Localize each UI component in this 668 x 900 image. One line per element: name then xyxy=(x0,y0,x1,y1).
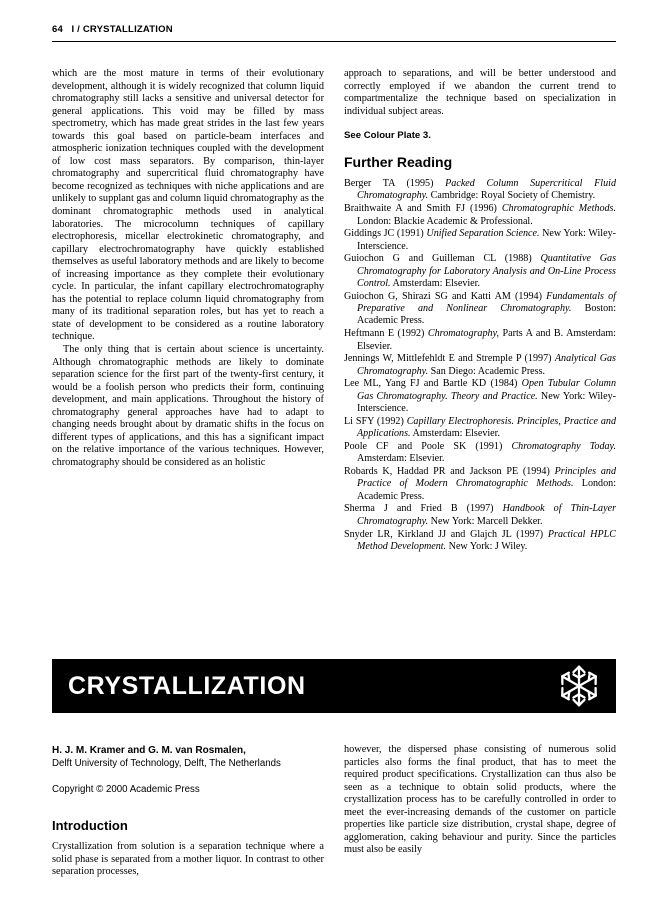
author-affiliation: Delft University of Technology, Delft, The Netherlands xyxy=(52,758,281,769)
paragraph: approach to separations, and will be better understood and correctly employed if we abandon the current trend to compartmentalize the technique based on specialization in individual subject areas. xyxy=(344,68,616,117)
left-column xyxy=(52,68,324,470)
reference-item: Lee ML, Yang FJ and Bartle KD (1984) Open Tubular Column Gas Chromatography. Theory and Practice. New York: Wiley-Interscience. xyxy=(344,378,617,415)
reference-item: Robards K, Haddad PR and Jackson PE (1994) Principles and Practice of Modern Chromatographic Methods. London: Academic Press. xyxy=(344,466,616,502)
right-column xyxy=(344,68,616,554)
page-number: 64 xyxy=(52,24,63,35)
reference-item: Giddings JC (1991) Unified Separation Science. New York: Wiley-Interscience. xyxy=(344,228,617,252)
reference-item: Braithwaite A and Smith FJ (1996) Chromatographic Methods. London: Blackie Academic & Professional. xyxy=(344,203,616,227)
paragraph: however, the dispersed phase consisting of numerous solid particles also forms the final product, that has to meet the required product specifications. Crystallization can thus also be seen as a technique to obtain solid products, where the crystallization process has to be carefully controlled in order to meet the ever-increasing demands of the customer on particle properties like particle size distribution, crystal shape, degree of agglomeration, caking behaviour and purity. Since the particles must also be easily xyxy=(344,744,616,856)
reference-item: Guiochon G and Guilleman CL (1988) Quantitative Gas Chromatography for Laboratory Analysis and On-Line Process Control. Amsterdam: Elsevier. xyxy=(344,253,617,290)
reference-item: Snyder LR, Kirkland JJ and Glajch JL (1997) Practical HPLC Method Development. New York: J Wiley. xyxy=(344,528,616,552)
reference-item: Guiochon G, Shirazi SG and Katti AM (1994) Fundamentals of Preparative and Nonlinear Chromatography. Boston: Academic Press. xyxy=(344,290,616,327)
reference-item: Li SFY (1992) Capillary Electrophoresis. Principles, Practice and Applications. Amsterdam: Elsevier. xyxy=(344,415,616,440)
introduction-left-column xyxy=(52,841,324,879)
reference-item: Berger TA (1995) Packed Column Supercritical Fluid Chromatography. Cambridge: Royal Society of Chemistry. xyxy=(344,178,617,202)
reference-item: Poole CF and Poole SK (1991) Chromatography Today. Amsterdam: Elsevier. xyxy=(344,440,616,465)
running-head-title: I / CRYSTALLIZATION xyxy=(71,24,173,35)
snowflake-icon xyxy=(556,663,602,709)
copyright-line: Copyright © 2000 Academic Press xyxy=(52,784,200,795)
reference-item: Sherma J and Fried B (1997) Handbook of Thin-Layer Chromatography. New York: Marcell Dekker. xyxy=(344,503,616,527)
article-authors xyxy=(52,744,324,796)
running-head xyxy=(52,24,616,35)
introduction-heading: Introduction xyxy=(52,818,128,833)
paragraph: which are the most mature in terms of their evolutionary development, although it is widely recognized that column liquid chromatography still lacks a sensitive and universal detector for general applications. This void may be filled by mass spectrometry, which has made great strides in the last few years towards this goal based on particle-beam interfaces and atmospheric ionization techniques coupled with the development of low cost mass separators. By comparison, thin-layer chromatography and supercritical fluid chromatography have become recognized as techniques with niche applications and are unlikely to supplant gas and column liquid chromatography as the dominant chromatographic methods used in analytical laboratories. The microcolumn techniques of capillary electrophoresis, micellar electrokinetic chromatography, and capillary electrochromatography have quickly established themselves as useful laboratory methods and are likely to become of increasing importance as they complete their evolutionary cycle. In particular, the infant capillary electrochromatography has the potential to replace column liquid chromatography from many of its traditional separation roles, but has yet to reach a state of development to be considered as a routine laboratory technique. xyxy=(52,68,324,343)
reference-item: Heftmann E (1992) Chromatography, Parts A and B. Amsterdam: Elsevier. xyxy=(344,328,616,352)
see-colour-plate-note: See Colour Plate 3. xyxy=(344,130,431,142)
reference-item: Jennings W, Mittlefehldt E and Stremple P (1997) Analytical Gas Chromatography. San Diego: Academic Press. xyxy=(344,353,616,377)
paragraph: The only thing that is certain about science is uncertainty. Although chromatographic methods are likely to dominate separation science for the first part of the twenty-first century, it would be a foolish person who predicts their form, continuing development, and main applications. Throughout the history of chromatography general approaches have had to adapt to changing needs brought about by dramatic shifts in the focus on different types of applications, and this has a significant impact on the relative importance of the various techniques. However, chromatography should be considered as an holistic xyxy=(52,344,324,468)
paragraph: Crystallization from solution is a separation technique where a solid phase is separated from a mother liquor. In contrast to other separation processes, xyxy=(52,841,324,878)
author-names: H. J. M. Kramer and G. M. van Rosmalen, xyxy=(52,745,246,756)
further-reading-heading: Further Reading xyxy=(344,154,453,171)
introduction-right-column xyxy=(344,744,616,857)
article-title: CRYSTALLIZATION xyxy=(68,672,306,700)
reference-list xyxy=(344,178,616,553)
header-divider xyxy=(52,41,616,42)
